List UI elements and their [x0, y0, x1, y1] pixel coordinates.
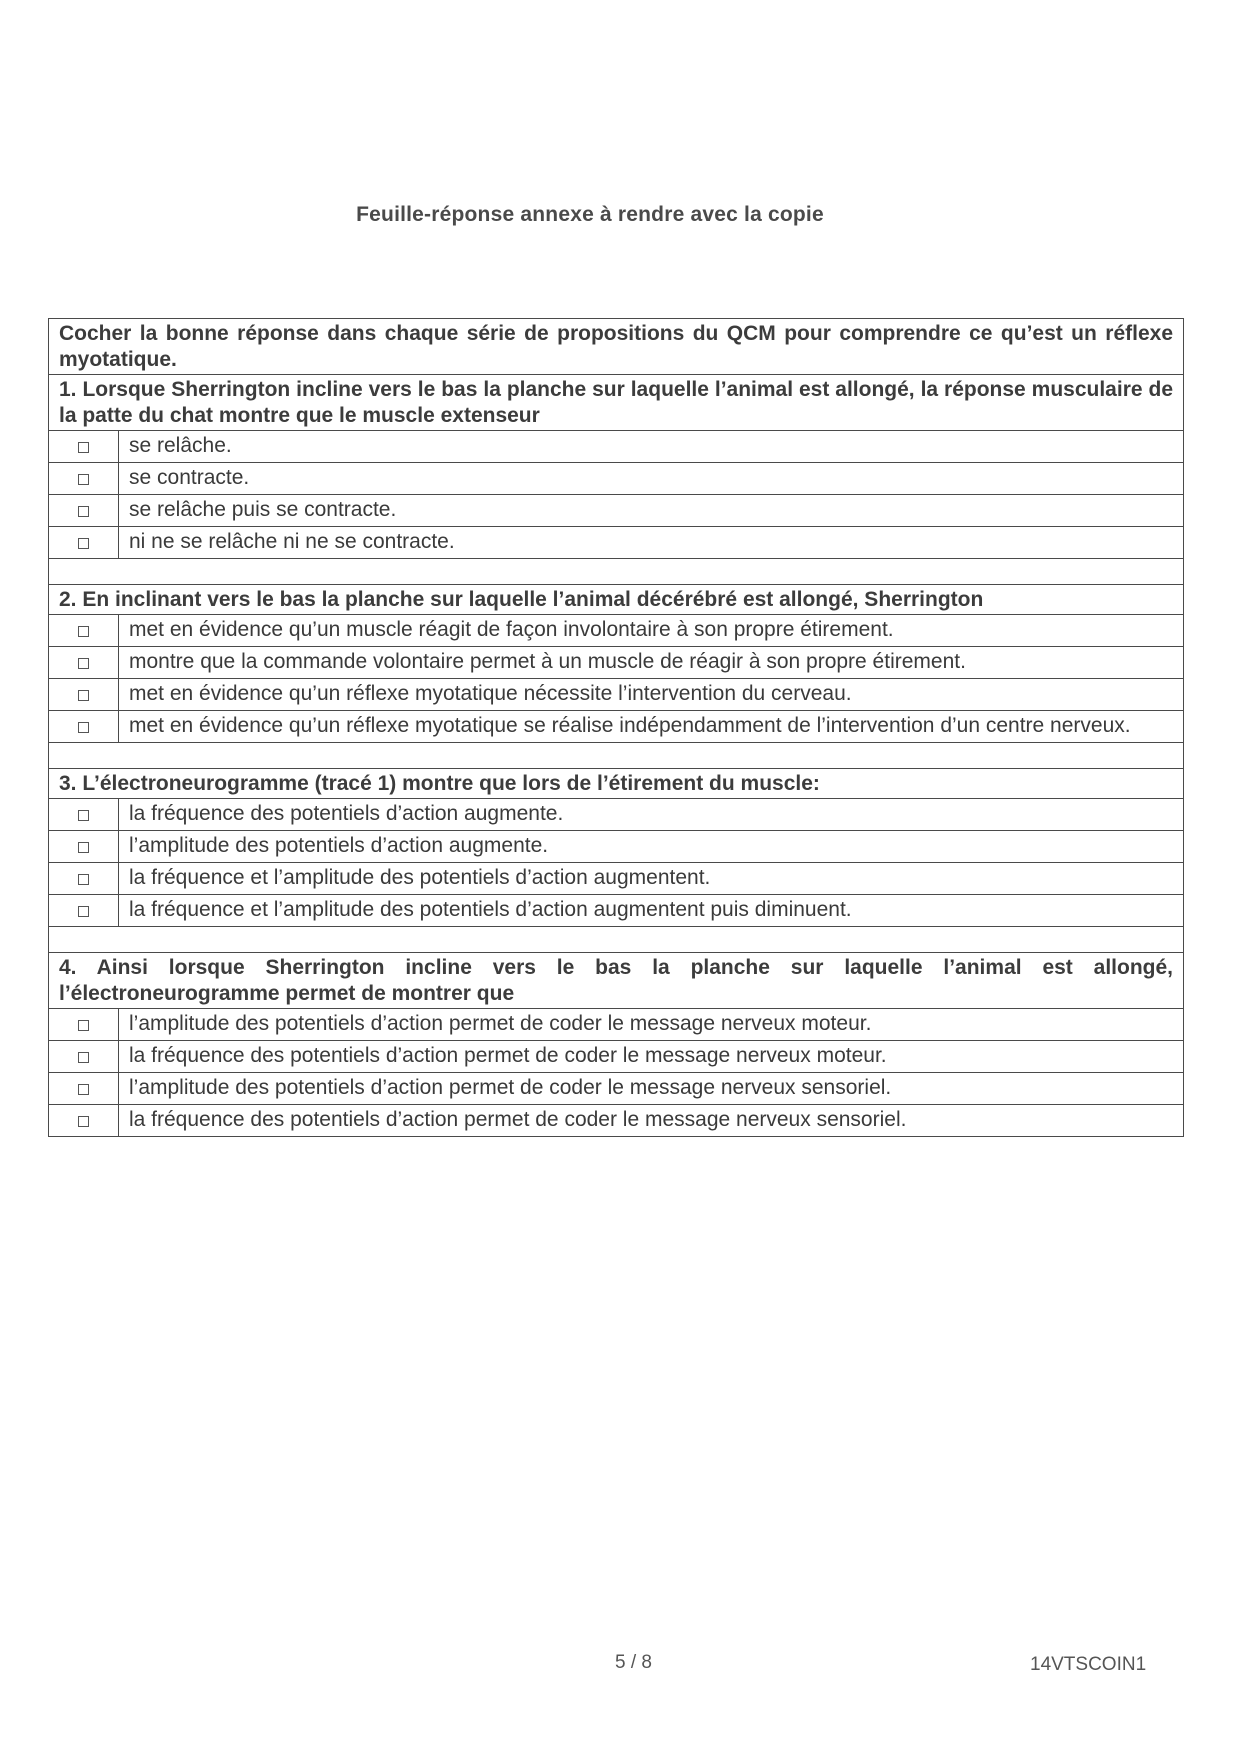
- option-text: la fréquence et l’amplitude des potentiels d’action augmentent.: [119, 863, 1184, 895]
- option-text: se relâche puis se contracte.: [119, 495, 1184, 527]
- question-row: [49, 769, 1184, 799]
- question-row: [49, 585, 1184, 615]
- option-row: [49, 1105, 1184, 1137]
- option-text: la fréquence et l’amplitude des potentiels d’action augmentent puis diminuent.: [119, 895, 1184, 927]
- option-text: la fréquence des potentiels d’action permet de coder le message nerveux sensoriel.: [119, 1105, 1184, 1137]
- answer-checkbox[interactable]: [78, 658, 89, 669]
- option-row: [49, 615, 1184, 647]
- option-row: [49, 831, 1184, 863]
- intro-row: [49, 319, 1184, 375]
- option-text: met en évidence qu’un réflexe myotatique nécessite l’intervention du cerveau.: [119, 679, 1184, 711]
- checkbox-cell: [49, 895, 119, 927]
- qcm-table: [48, 318, 1184, 1137]
- spacer-row: [49, 927, 1184, 953]
- option-text: l’amplitude des potentiels d’action permet de coder le message nerveux sensoriel.: [119, 1073, 1184, 1105]
- option-text: la fréquence des potentiels d’action augmente.: [119, 799, 1184, 831]
- answer-checkbox[interactable]: [78, 1020, 89, 1031]
- spacer-cell: [49, 743, 1184, 769]
- spacer-row: [49, 743, 1184, 769]
- answer-checkbox[interactable]: [78, 474, 89, 485]
- checkbox-cell: [49, 831, 119, 863]
- answer-checkbox[interactable]: [78, 506, 89, 517]
- option-text: met en évidence qu’un muscle réagit de façon involontaire à son propre étirement.: [119, 615, 1184, 647]
- question-text: 4. Ainsi lorsque Sherrington incline vers le bas la planche sur laquelle l’animal est allongé, l’électroneurogramme permet de montrer que: [49, 953, 1184, 1009]
- option-text: met en évidence qu’un réflexe myotatique se réalise indépendamment de l’intervention d’un centre nerveux.: [119, 711, 1184, 743]
- option-row: [49, 647, 1184, 679]
- spacer-cell: [49, 559, 1184, 585]
- checkbox-cell: [49, 431, 119, 463]
- question-text: 1. Lorsque Sherrington incline vers le bas la planche sur laquelle l’animal est allongé, la réponse musculaire de la patte du chat montre que le muscle extenseur: [49, 375, 1184, 431]
- answer-checkbox[interactable]: [78, 1116, 89, 1127]
- answer-checkbox[interactable]: [78, 442, 89, 453]
- option-row: [49, 799, 1184, 831]
- page-title: Feuille-réponse annexe à rendre avec la copie: [356, 203, 824, 226]
- answer-checkbox[interactable]: [78, 690, 89, 701]
- checkbox-cell: [49, 647, 119, 679]
- option-text: ni ne se relâche ni ne se contracte.: [119, 527, 1184, 559]
- checkbox-cell: [49, 1073, 119, 1105]
- spacer-cell: [49, 927, 1184, 953]
- answer-checkbox[interactable]: [78, 722, 89, 733]
- option-text: montre que la commande volontaire permet à un muscle de réagir à son propre étirement.: [119, 647, 1184, 679]
- spacer-row: [49, 559, 1184, 585]
- question-text: 2. En inclinant vers le bas la planche sur laquelle l’animal décérébré est allongé, Sherrington: [49, 585, 1184, 615]
- answer-checkbox[interactable]: [78, 1084, 89, 1095]
- checkbox-cell: [49, 1009, 119, 1041]
- checkbox-cell: [49, 863, 119, 895]
- question-text: 3. L’électroneurogramme (tracé 1) montre que lors de l’étirement du muscle:: [49, 769, 1184, 799]
- option-row: [49, 711, 1184, 743]
- option-row: [49, 1073, 1184, 1105]
- page-number: 5 / 8: [615, 1652, 652, 1673]
- checkbox-cell: [49, 463, 119, 495]
- answer-checkbox[interactable]: [78, 874, 89, 885]
- checkbox-cell: [49, 615, 119, 647]
- checkbox-cell: [49, 711, 119, 743]
- option-row: [49, 495, 1184, 527]
- option-text: l’amplitude des potentiels d’action augmente.: [119, 831, 1184, 863]
- option-row: [49, 431, 1184, 463]
- answer-checkbox[interactable]: [78, 842, 89, 853]
- option-row: [49, 527, 1184, 559]
- question-row: [49, 375, 1184, 431]
- instructions: Cocher la bonne réponse dans chaque série de propositions du QCM pour comprendre ce qu’est un réflexe myotatique.: [49, 319, 1184, 375]
- checkbox-cell: [49, 799, 119, 831]
- option-row: [49, 1041, 1184, 1073]
- checkbox-cell: [49, 1041, 119, 1073]
- option-text: l’amplitude des potentiels d’action permet de coder le message nerveux moteur.: [119, 1009, 1184, 1041]
- document-code: 14VTSCOIN1: [1030, 1654, 1147, 1675]
- option-text: la fréquence des potentiels d’action permet de coder le message nerveux moteur.: [119, 1041, 1184, 1073]
- option-row: [49, 463, 1184, 495]
- answer-checkbox[interactable]: [78, 626, 89, 637]
- checkbox-cell: [49, 527, 119, 559]
- checkbox-cell: [49, 1105, 119, 1137]
- option-row: [49, 895, 1184, 927]
- option-text: se contracte.: [119, 463, 1184, 495]
- option-text: se relâche.: [119, 431, 1184, 463]
- answer-checkbox[interactable]: [78, 1052, 89, 1063]
- question-row: [49, 953, 1184, 1009]
- answer-checkbox[interactable]: [78, 810, 89, 821]
- option-row: [49, 863, 1184, 895]
- option-row: [49, 679, 1184, 711]
- checkbox-cell: [49, 679, 119, 711]
- option-row: [49, 1009, 1184, 1041]
- answer-checkbox[interactable]: [78, 538, 89, 549]
- checkbox-cell: [49, 495, 119, 527]
- answer-checkbox[interactable]: [78, 906, 89, 917]
